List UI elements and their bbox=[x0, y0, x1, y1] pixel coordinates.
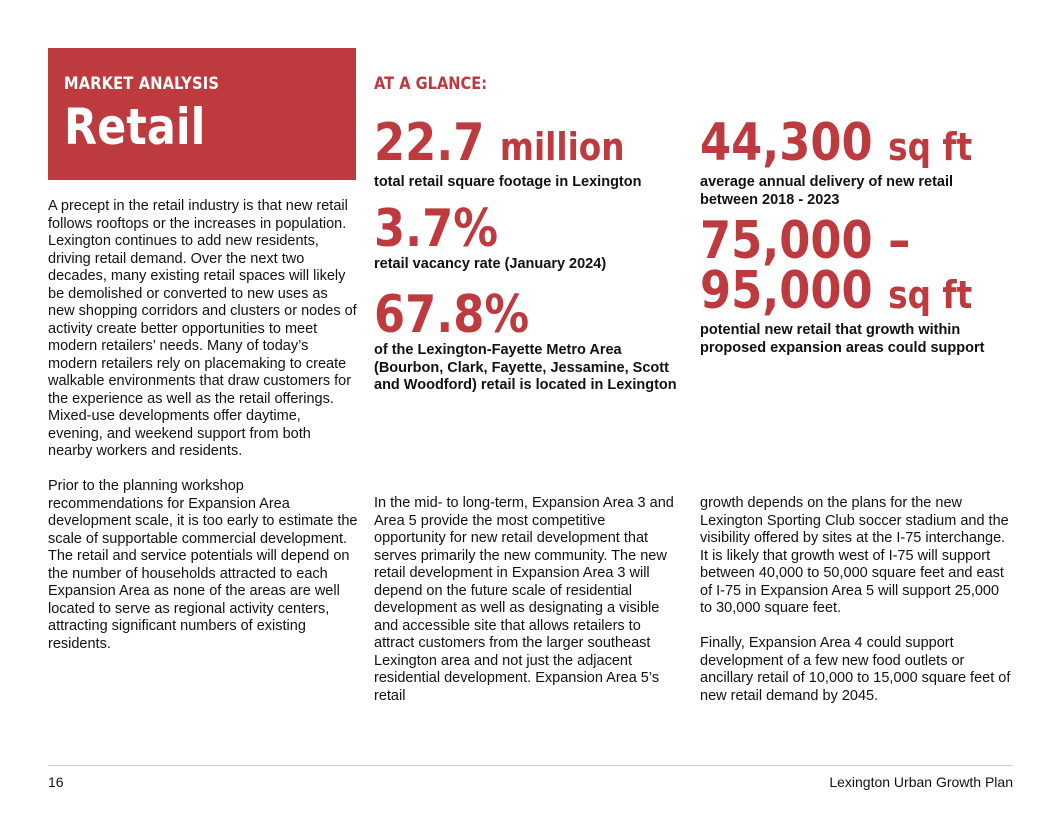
stat-description: of the Lexington-Fayette Metro Area (Bourbon, Clark, Fayette, Jessamine, Scott and Woodford) retail is located in Lexington bbox=[374, 342, 677, 393]
document-title: Lexington Urban Growth Plan bbox=[829, 774, 1013, 790]
stat-total-footage bbox=[374, 113, 684, 192]
at-a-glance-heading: AT A GLANCE: bbox=[374, 74, 488, 94]
analysis-text-col-3 bbox=[700, 495, 1012, 723]
stat-number: 3.7% bbox=[374, 199, 499, 259]
section-header bbox=[48, 48, 356, 180]
footer-divider bbox=[48, 765, 1013, 766]
stat-metro-share bbox=[374, 285, 684, 395]
stat-value bbox=[700, 113, 973, 173]
intro-paragraph-2: Prior to the planning workshop recommendations for Expansion Area development scale, it is too early to estimate the scale of supportable commercial development. The retail and service potentials will depend on the number of households attracted to each Expansion Area as none of the areas are well located to serve as regional activity centers, attracting significant numbers of existing residents. bbox=[48, 478, 358, 652]
stat-number: 22.7 bbox=[374, 113, 485, 173]
stat-value bbox=[374, 113, 641, 173]
stat-value bbox=[374, 285, 641, 345]
page-title: Retail bbox=[64, 98, 206, 156]
stat-number: 95,000 bbox=[700, 261, 873, 321]
stat-number: 75,000 – bbox=[700, 211, 911, 271]
intro-paragraph-1: A precept in the retail industry is that new retail follows rooftops or the increases in population. Lexington continues to add new residents, driving retail demand. Over the next two decades, many existing retail spaces will likely be demolished or converted to new uses as new shopping corridors and clusters or nodes of activity create better opportunities to meet modern retailers’ needs. Many of today’s modern retailers rely on placemaking to create walkable environments that draw customers for the experience as well as the retail offerings. Mixed-use developments offer daytime, evening, and weekend support from both nearby workers and residents. bbox=[48, 198, 357, 459]
stat-vacancy-rate bbox=[374, 199, 684, 274]
stat-value bbox=[374, 199, 641, 259]
intro-text bbox=[48, 198, 358, 671]
stat-annual-delivery bbox=[700, 113, 1010, 209]
stat-value-line-1 bbox=[700, 211, 968, 271]
analysis-text-col-2 bbox=[374, 495, 676, 723]
section-eyebrow: MARKET ANALYSIS bbox=[64, 74, 220, 94]
page-number: 16 bbox=[48, 774, 64, 790]
stat-description: total retail square footage in Lexington bbox=[374, 174, 642, 190]
stat-number: 67.8% bbox=[374, 285, 530, 345]
analysis-paragraph: In the mid- to long-term, Expansion Area 3 and Area 5 provide the most competitive opportunity for new retail development that serves primarily the new community. The new retail development in Expansion Area 3 will depend on the future scale of residential development as well as designating a visible and accessible site that allows retailers to attract customers from the larger southeast Lexington area and not just the adjacent residential development. Expansion Area 5’s retail bbox=[374, 495, 674, 704]
stat-value-line-2 bbox=[700, 261, 973, 321]
stat-number: 44,300 bbox=[700, 113, 873, 173]
stat-description: potential new retail that growth within proposed expansion areas could support bbox=[700, 322, 985, 356]
stat-potential-retail bbox=[700, 211, 1012, 357]
stat-description: average annual delivery of new retail between 2018 - 2023 bbox=[700, 174, 954, 208]
analysis-paragraph: growth depends on the plans for the new Lexington Sporting Club soccer stadium and the visibility offered by sites at the I-75 interchange. It is likely that growth west of I-75 will support between 40,000 to 50,000 square feet and east of I-75 in Expansion Area 5 will support 25,000 to 30,000 square feet. bbox=[700, 495, 1009, 616]
analysis-paragraph: Finally, Expansion Area 4 could support development of a few new food outlets or ancillary retail of 10,000 to 15,000 square feet of new retail demand by 2045. bbox=[700, 635, 1011, 704]
stat-unit: million bbox=[499, 125, 625, 169]
stat-description: retail vacancy rate (January 2024) bbox=[374, 256, 607, 272]
stat-unit: sq ft bbox=[888, 125, 973, 169]
stat-unit: sq ft bbox=[888, 273, 973, 317]
